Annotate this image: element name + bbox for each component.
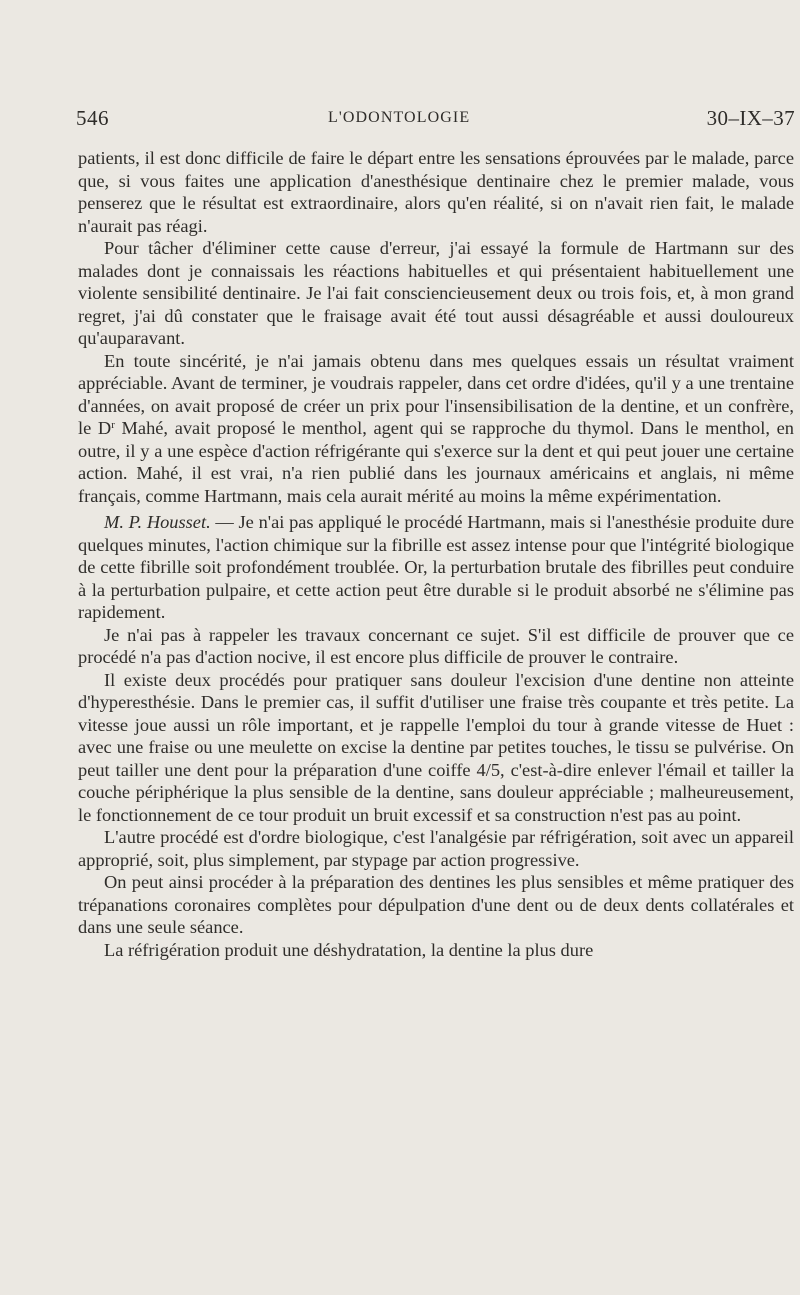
body-text (78, 147, 794, 961)
speaker-name: M. P. Housset. (104, 512, 211, 532)
running-title: L'ODONTOLOGIE (328, 109, 471, 126)
paragraph-6: Il existe deux procédés pour pratiquer sans douleur l'excision d'une dentine non atteinte d'hyperesthésie. Dans le premier cas, il suffit d'utiliser une fraise très coupante et très petite. La vitesse joue aussi un rôle important, et je rappelle l'emploi du tour à grande vitesse de Huet : avec une fraise ou une meulette on excise la dentine par petites touches, le tissu se pulvérise. On peut tailler une dent pour la préparation d'une coiffe 4/5, c'est-à-dire enlever l'émail et tailler la couche périphérique la plus sensible de la dentine, sans douleur appréciable ; malheureusement, le fonctionnement de ce tour produit un bruit excessif et sa construction n'est pas au point. (78, 669, 794, 825)
paragraph-2: Pour tâcher d'éliminer cette cause d'erreur, j'ai essayé la formule de Hartmann sur des malades dont je connaissais les réactions habituelles et qui présentaient habituellement une violente sensibilité dentinaire. Je l'ai fait consciencieusement deux ou trois fois, et, à mon grand regret, j'ai dû constater que le fraisage avait été tout aussi désagréable et aussi douloureux qu'auparavant. (78, 238, 794, 348)
doctor-abbreviation-superscript: r (111, 419, 115, 431)
paragraph-4-text: — Je n'ai pas appliqué le procédé Hartmann, mais si l'anesthésie produite dure quelques minutes, l'action chimique sur la fibrille est assez intense pour que l'intégrité biologique de cette fibrille soit profondément troublée. Or, la perturbation brutale des fibrilles peut conduire à la perturbation pulpaire, et cette action peut être durable si le produit absorbé ne s'élimine pas rapidement. (78, 512, 794, 622)
paragraph-3-part-1: En toute sincérité, je n'ai jamais obtenu dans mes quelques essais un résultat vraiment appréciable. Avant de terminer, je voudrais rappeler, dans cet ordre d'idées, qu'il y a une trentaine d'années, on avait proposé de créer un prix pour l'insensibilisation de la dentine, et un confrère, le D (78, 350, 794, 438)
page-number: 546 (76, 106, 109, 130)
issue-date: 30–IX–37 (706, 106, 795, 130)
paragraph-5: Je n'ai pas à rappeler les travaux concernant ce sujet. S'il est difficile de prouver que ce procédé n'a pas d'action nocive, il est encore plus difficile de prouver le contraire. (78, 624, 794, 667)
paragraph-3-part-2: Mahé, avait proposé le menthol, agent qui se rapproche du thymol. Dans le menthol, en outre, il y a une espèce d'action réfrigérante qui s'exerce sur la dent et qui peut jouer une certaine action. Mahé, il est vrai, n'a rien publié dans les journaux américains et anglais, ni même français, comme Hartmann, mais cela aurait mérité au moins la même expérimentation. (78, 418, 794, 506)
paragraph-8: On peut ainsi procéder à la préparation des dentines les plus sensibles et même pratiquer des trépanations coronaires complètes pour dépulpation d'une dent ou de deux dents collatérales et dans une seule séance. (78, 872, 794, 937)
paragraph-7: L'autre procédé est d'ordre biologique, c'est l'analgésie par réfrigération, soit avec un appareil approprié, soit, plus simplement, par stypage par action progressive. (78, 827, 794, 870)
paragraph-3 (78, 350, 794, 508)
paragraph-4 (78, 511, 794, 624)
paragraph-1: patients, il est donc difficile de faire le départ entre les sensations éprouvées par le malade, parce que, si vous faites une application d'anesthésique dentinaire chez le premier malade, vous penserez que le résultat est extraordinaire, alors qu'en réalité, si on n'avait rien fait, le malade n'aurait pas réagi. (78, 148, 794, 236)
paragraph-9: La réfrigération produit une déshydratation, la dentine la plus dure (104, 939, 594, 960)
page-header (76, 106, 795, 136)
